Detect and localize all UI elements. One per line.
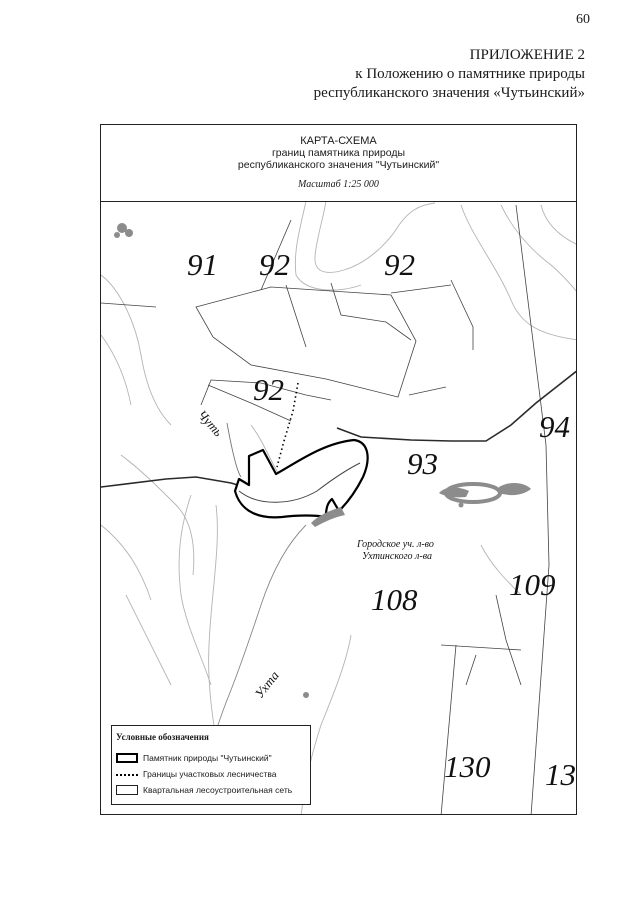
appendix-heading <box>314 46 585 103</box>
quarter-number-92: 92 <box>384 247 415 282</box>
map-scale: Масштаб 1:25 000 <box>298 179 379 190</box>
map-subtitle-1: границ памятника природы <box>271 147 406 159</box>
map-canvas <box>101 125 577 815</box>
river-label-chut: Чуть <box>194 406 227 440</box>
appendix-line-2: к Положению о памятнике природы <box>355 66 585 82</box>
map-subtitle-2: республиканского значения "Чутьинский" <box>237 159 440 171</box>
legend-item-monument <box>116 752 272 764</box>
legend-label: Квартальная лесоустроительная сеть <box>143 785 293 795</box>
page-number: 60 <box>576 12 590 27</box>
appendix-line-3: республиканского значения «Чутьинский» <box>313 85 585 101</box>
quarter-number-109: 109 <box>509 567 556 602</box>
natural-monument-boundary <box>235 440 368 517</box>
quarter-number-92: 92 <box>259 247 290 282</box>
legend <box>111 725 311 805</box>
quarter-number-108: 108 <box>371 582 418 617</box>
quarter-number-13: 13 <box>545 757 576 792</box>
river-chut <box>227 423 241 477</box>
quarter-grid-swatch <box>116 785 138 795</box>
quarter-number-130: 130 <box>444 749 491 784</box>
appendix-line-1: ПРИЛОЖЕНИЕ 2 <box>469 47 585 63</box>
map-frame <box>100 124 577 815</box>
legend-title: Условные обозначения <box>116 732 209 742</box>
river-label-ukhta: Ухта <box>251 667 282 701</box>
quarter-number-94: 94 <box>539 409 570 444</box>
quarter-number-93: 93 <box>407 446 438 481</box>
legend-item-quarter-grid <box>116 784 292 796</box>
quarter-number-91: 91 <box>187 247 218 282</box>
legend-item-district-boundary <box>116 768 277 780</box>
district-label-line-2: Ухтинского л-ва <box>362 551 432 562</box>
dotted-line-swatch <box>116 774 138 776</box>
map-title: КАРТА-СХЕМА <box>300 135 377 147</box>
legend-label: Памятник природы "Чутьинский" <box>143 753 272 763</box>
quarter-number-92: 92 <box>253 372 284 407</box>
map-header <box>101 125 576 202</box>
legend-label: Границы участковых лесничества <box>143 769 277 779</box>
monument-boundary-swatch <box>116 753 138 763</box>
district-label-line-1: Городское уч. л-во <box>357 539 434 550</box>
